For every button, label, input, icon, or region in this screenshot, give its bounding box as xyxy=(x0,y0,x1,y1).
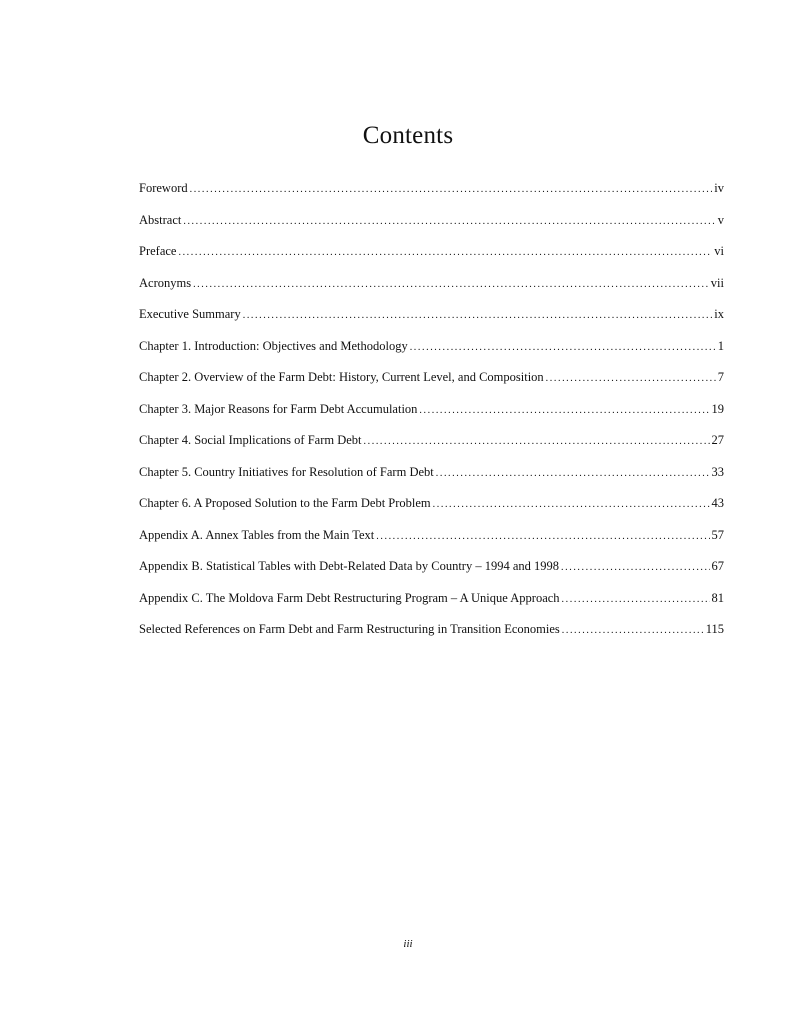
toc-entry-page: 1 xyxy=(717,338,724,353)
toc-entry-page: 43 xyxy=(711,496,724,510)
toc-entry-appendix-b[interactable] xyxy=(139,559,724,591)
toc-entry-selected-references[interactable] xyxy=(139,622,724,654)
toc-entry-label: Chapter 4. Social Implications of Farm Debt xyxy=(139,433,362,447)
dot-leader xyxy=(561,562,709,573)
toc-entry-acronyms[interactable] xyxy=(139,276,724,308)
toc-entry-page: iv xyxy=(714,181,724,195)
table-of-contents xyxy=(139,181,724,654)
toc-entry-foreword[interactable] xyxy=(139,181,724,213)
toc-entry-label: Chapter 6. A Proposed Solution to the Farm Debt Problem xyxy=(139,496,431,510)
dot-leader xyxy=(190,184,713,195)
page-title: Contents xyxy=(362,122,454,149)
toc-entry-label: Foreword xyxy=(139,181,188,195)
toc-entry-appendix-a[interactable] xyxy=(139,528,724,560)
toc-entry-chapter-4[interactable] xyxy=(139,433,724,465)
toc-entry-page: ix xyxy=(714,307,724,321)
dot-leader xyxy=(183,216,715,227)
toc-entry-chapter-1[interactable] xyxy=(139,339,724,371)
toc-entry-page: 27 xyxy=(711,433,724,447)
toc-entry-page: vi xyxy=(714,244,724,258)
toc-entry-page: 33 xyxy=(711,464,724,479)
dot-leader xyxy=(436,468,710,479)
toc-entry-appendix-c[interactable] xyxy=(139,591,724,623)
toc-entry-page: 7 xyxy=(717,370,724,384)
toc-entry-chapter-5[interactable] xyxy=(139,465,724,497)
toc-entry-label: Appendix B. Statistical Tables with Debt-Related Data by Country – 1994 and 1998 xyxy=(139,559,560,573)
toc-entry-page: 81 xyxy=(711,590,724,605)
toc-entry-page: v xyxy=(717,212,724,227)
dot-leader xyxy=(419,405,709,416)
toc-entry-executive-summary[interactable] xyxy=(139,307,724,339)
toc-entry-label: Chapter 1. Introduction: Objectives and Methodology xyxy=(139,338,408,353)
dot-leader xyxy=(178,247,712,258)
toc-entry-label: Abstract xyxy=(139,212,182,227)
toc-entry-chapter-3[interactable] xyxy=(139,402,724,434)
toc-entry-preface[interactable] xyxy=(139,244,724,276)
dot-leader xyxy=(376,531,709,542)
toc-entry-page: 19 xyxy=(711,401,724,416)
toc-entry-label: Chapter 5. Country Initiatives for Resolution of Farm Debt xyxy=(139,464,434,479)
dot-leader xyxy=(433,499,710,510)
dot-leader xyxy=(193,279,709,290)
toc-entry-abstract[interactable] xyxy=(139,213,724,245)
toc-entry-label: Preface xyxy=(139,244,177,258)
dot-leader xyxy=(364,436,710,447)
dot-leader xyxy=(562,625,704,636)
toc-entry-label: Appendix C. The Moldova Farm Debt Restructuring Program – A Unique Approach xyxy=(139,590,560,605)
toc-entry-label: Selected References on Farm Debt and Farm Restructuring in Transition Economies xyxy=(139,622,560,636)
toc-entry-page: 57 xyxy=(711,527,724,542)
toc-entry-label: Appendix A. Annex Tables from the Main Text xyxy=(139,527,375,542)
dot-leader xyxy=(243,310,713,321)
toc-entry-chapter-2[interactable] xyxy=(139,370,724,402)
toc-entry-label: Chapter 2. Overview of the Farm Debt: History, Current Level, and Composition xyxy=(139,370,544,384)
dot-leader xyxy=(546,373,716,384)
toc-entry-page: 115 xyxy=(705,622,724,636)
dot-leader xyxy=(410,342,716,353)
dot-leader xyxy=(562,594,710,605)
toc-entry-chapter-6[interactable] xyxy=(139,496,724,528)
toc-entry-page: vii xyxy=(710,275,724,290)
toc-entry-label: Acronyms xyxy=(139,275,192,290)
page-number: iii xyxy=(403,938,413,950)
toc-entry-label: Chapter 3. Major Reasons for Farm Debt Accumulation xyxy=(139,401,418,416)
toc-entry-label: Executive Summary xyxy=(139,307,241,321)
toc-entry-page: 67 xyxy=(711,559,724,573)
